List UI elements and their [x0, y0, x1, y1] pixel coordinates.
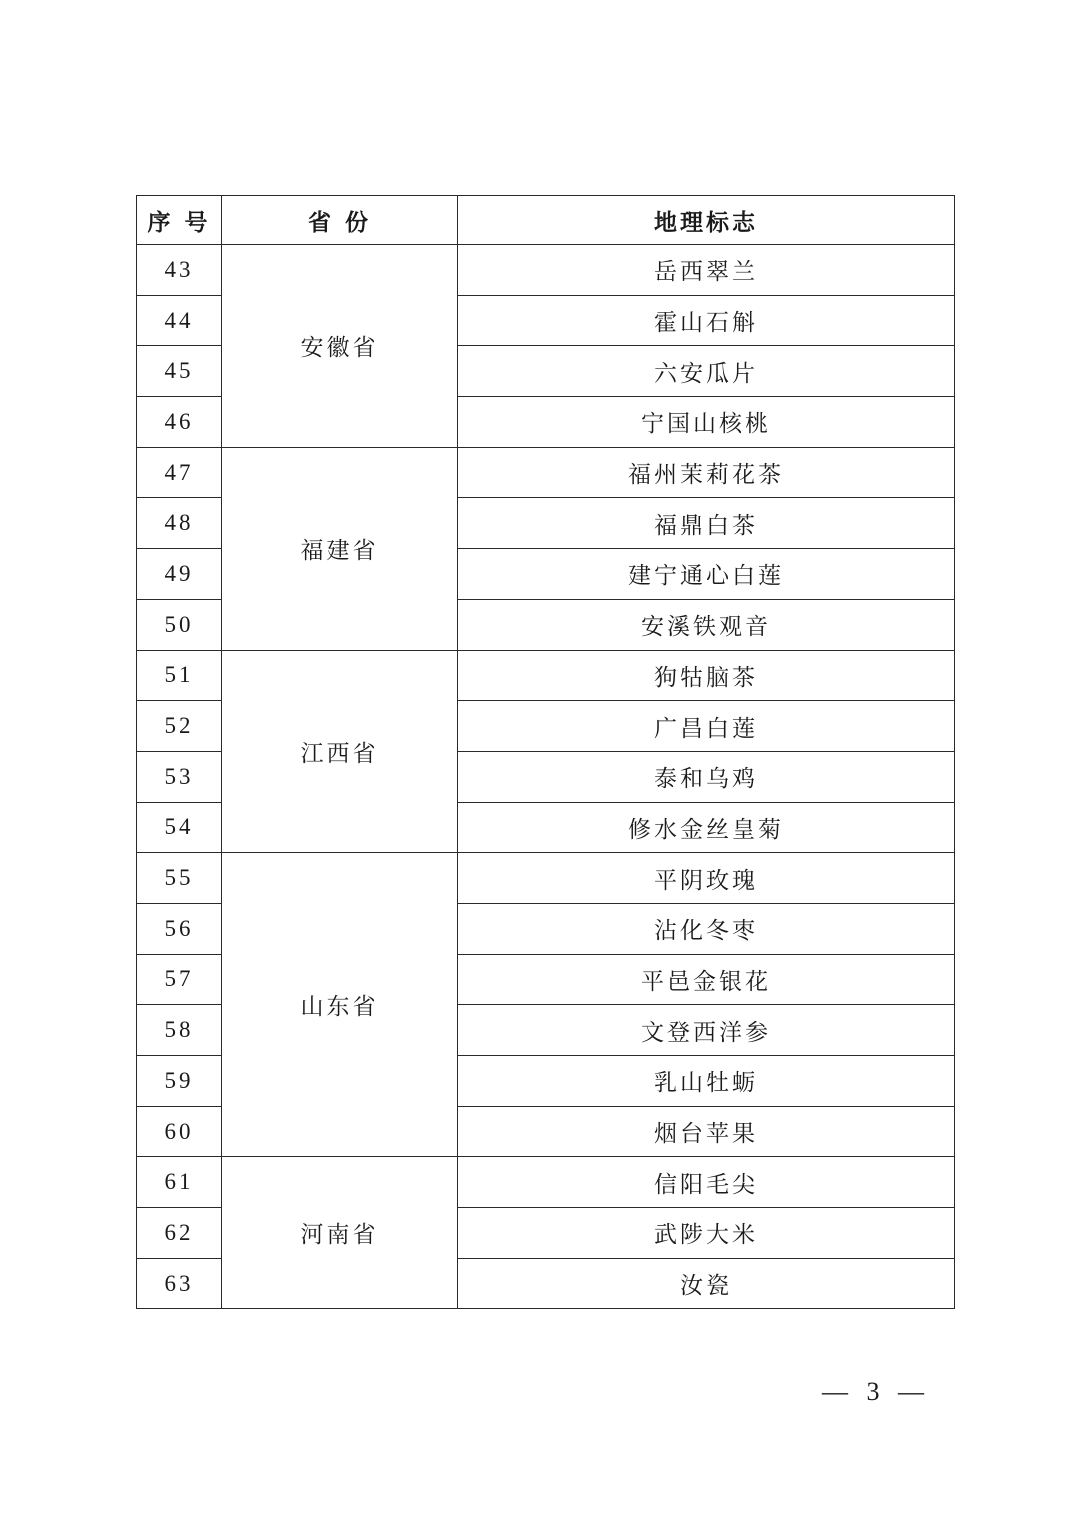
geographical-indication-cell: 修水金丝皇菊 [458, 802, 955, 853]
serial-number-cell: 48 [137, 498, 222, 549]
geographical-indication-cell: 文登西洋参 [458, 1005, 955, 1056]
serial-number-cell: 58 [137, 1005, 222, 1056]
geographical-indication-cell: 福鼎白茶 [458, 498, 955, 549]
page-number: — 3 — [822, 1377, 930, 1406]
serial-number-cell: 56 [137, 903, 222, 954]
serial-number-cell: 60 [137, 1106, 222, 1157]
serial-number-cell: 43 [137, 245, 222, 296]
geographical-indication-cell: 烟台苹果 [458, 1106, 955, 1157]
serial-number-cell: 49 [137, 549, 222, 600]
geographical-indication-cell: 建宁通心白莲 [458, 549, 955, 600]
serial-number-cell: 52 [137, 701, 222, 752]
header-serial-number: 序 号 [137, 196, 222, 245]
serial-number-cell: 46 [137, 397, 222, 448]
geographical-indication-cell: 平邑金银花 [458, 954, 955, 1005]
geographical-indication-cell: 广昌白莲 [458, 701, 955, 752]
geographical-indication-cell: 宁国山核桃 [458, 397, 955, 448]
geographical-indication-cell: 武陟大米 [458, 1208, 955, 1259]
header-province: 省 份 [222, 196, 458, 245]
serial-number-cell: 50 [137, 599, 222, 650]
geographical-indication-cell: 岳西翠兰 [458, 245, 955, 296]
province-cell: 安徽省 [222, 245, 458, 448]
table-row [137, 447, 955, 498]
serial-number-cell: 51 [137, 650, 222, 701]
geographical-indication-cell: 乳山牡蛎 [458, 1056, 955, 1107]
table-row [137, 245, 955, 296]
province-cell: 江西省 [222, 650, 458, 853]
serial-number-cell: 54 [137, 802, 222, 853]
geographical-indication-cell: 霍山石斛 [458, 295, 955, 346]
province-cell: 山东省 [222, 853, 458, 1157]
serial-number-cell: 61 [137, 1157, 222, 1208]
geographical-indication-cell: 福州茉莉花茶 [458, 447, 955, 498]
serial-number-cell: 44 [137, 295, 222, 346]
serial-number-cell: 55 [137, 853, 222, 904]
geographical-indication-cell: 六安瓜片 [458, 346, 955, 397]
serial-number-cell: 47 [137, 447, 222, 498]
serial-number-cell: 63 [137, 1258, 222, 1309]
serial-number-cell: 62 [137, 1208, 222, 1259]
table-row [137, 1157, 955, 1208]
table-row [137, 853, 955, 904]
geographical-indication-cell: 狗牯脑茶 [458, 650, 955, 701]
serial-number-cell: 53 [137, 751, 222, 802]
table-row [137, 650, 955, 701]
geographical-indication-table [136, 195, 955, 1309]
header-geographical-indication: 地理标志 [458, 196, 955, 245]
province-cell: 河南省 [222, 1157, 458, 1309]
table-header-row [137, 196, 955, 245]
table-body [137, 245, 955, 1309]
geographical-indication-cell: 安溪铁观音 [458, 599, 955, 650]
geographical-indication-cell: 沾化冬枣 [458, 903, 955, 954]
geographical-indication-cell: 信阳毛尖 [458, 1157, 955, 1208]
serial-number-cell: 57 [137, 954, 222, 1005]
geographical-indication-cell: 汝瓷 [458, 1258, 955, 1309]
geographical-indication-cell: 平阴玫瑰 [458, 853, 955, 904]
province-cell: 福建省 [222, 447, 458, 650]
geographical-indication-cell: 泰和乌鸡 [458, 751, 955, 802]
serial-number-cell: 59 [137, 1056, 222, 1107]
serial-number-cell: 45 [137, 346, 222, 397]
